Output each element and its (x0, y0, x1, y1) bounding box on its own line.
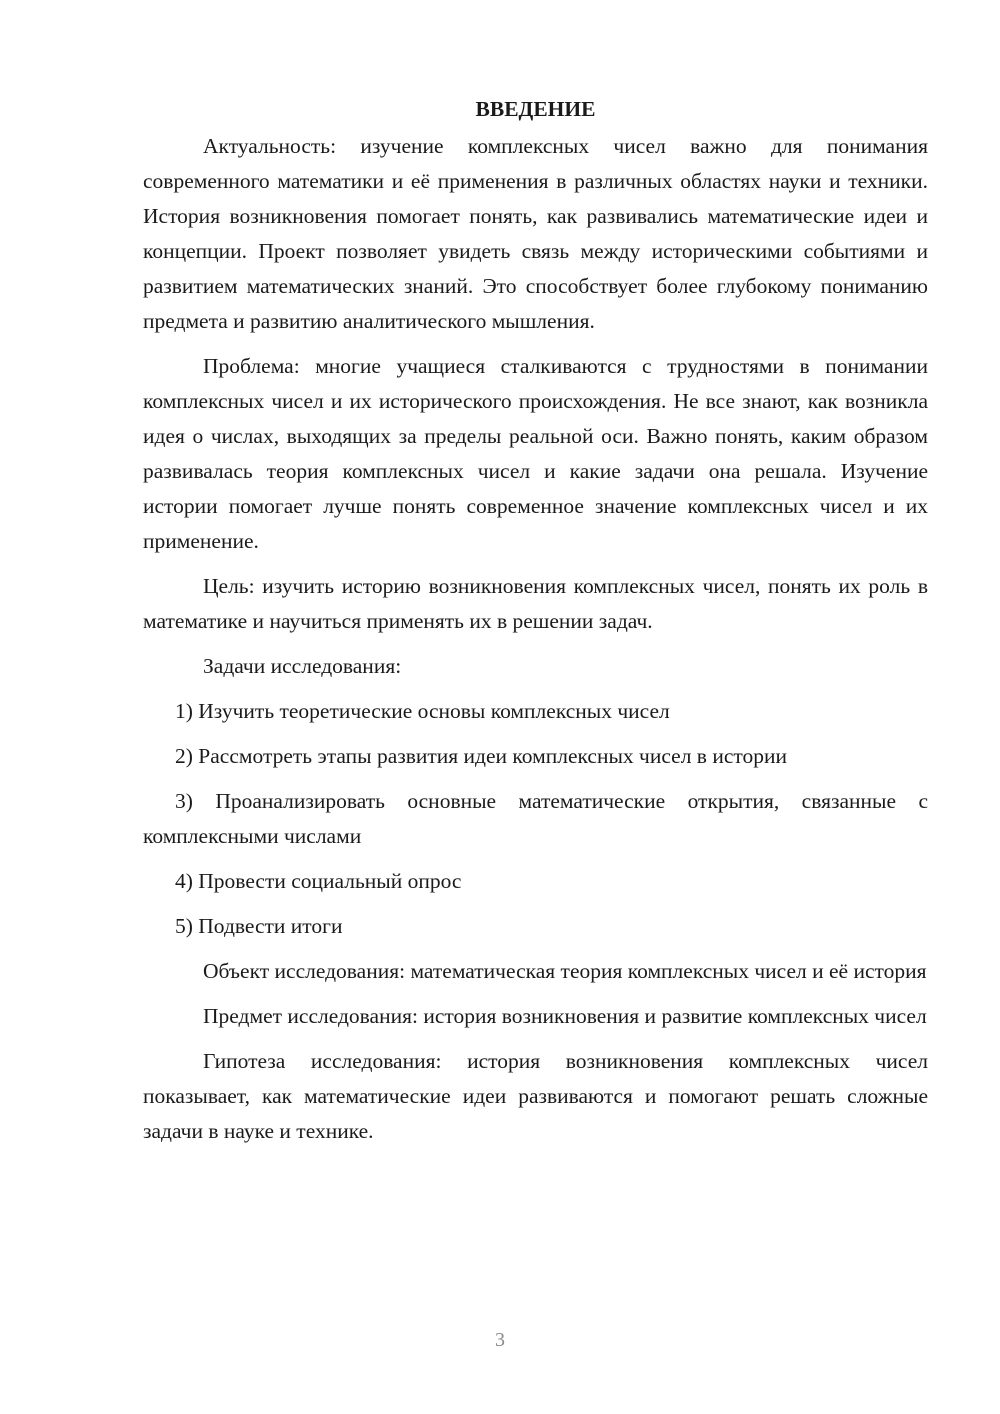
task-item: 3) Проанализировать основные математические открытия, связанные с комплексными числами (143, 789, 928, 848)
relevance-paragraph: Актуальность: изучение комплексных чисел важно для понимания современного математики и её применения в различных областях науки и техники. История возникновения помогает понять, как развивались математические идеи и концепции. Проект позволяет увидеть связь между историческими событиями и развитием математических знаний. Это способствует более глубокому пониманию предмета и развитию аналитического мышления. (143, 134, 928, 333)
problem-paragraph: Проблема: многие учащиеся сталкиваются с трудностями в понимании комплексных чисел и их исторического происхождения. Не все знают, как возникла идея о числах, выходящих за пределы реальной оси. Важно понять, каким образом развивалась теория комплексных чисел и какие задачи она решала. Изучение истории помогает лучше понять современное значение комплексных чисел и их применение. (143, 354, 928, 553)
hypothesis-paragraph: Гипотеза исследования: история возникновения комплексных чисел показывает, как математические идеи развиваются и помогают решать сложные задачи в науке и технике. (143, 1049, 928, 1143)
task-item: 2) Рассмотреть этапы развития идеи комплексных чисел в истории (175, 744, 787, 768)
subject-paragraph: Предмет исследования: история возникновения и развитие комплексных чисел (203, 1004, 927, 1028)
tasks-heading: Задачи исследования: (203, 654, 402, 678)
task-item: 1) Изучить теоретические основы комплексных чисел (175, 699, 670, 723)
task-item: 4) Провести социальный опрос (175, 869, 462, 893)
goal-paragraph: Цель: изучить историю возникновения комплексных чисел, понять их роль в математике и научиться применять их в решении задач. (143, 574, 928, 633)
page-number: 3 (495, 1329, 505, 1351)
page-content (143, 92, 928, 1159)
task-item: 5) Подвести итоги (175, 914, 343, 938)
object-paragraph: Объект исследования: математическая теория комплексных чисел и её история (203, 959, 927, 983)
section-title: ВВЕДЕНИЕ (475, 97, 596, 121)
